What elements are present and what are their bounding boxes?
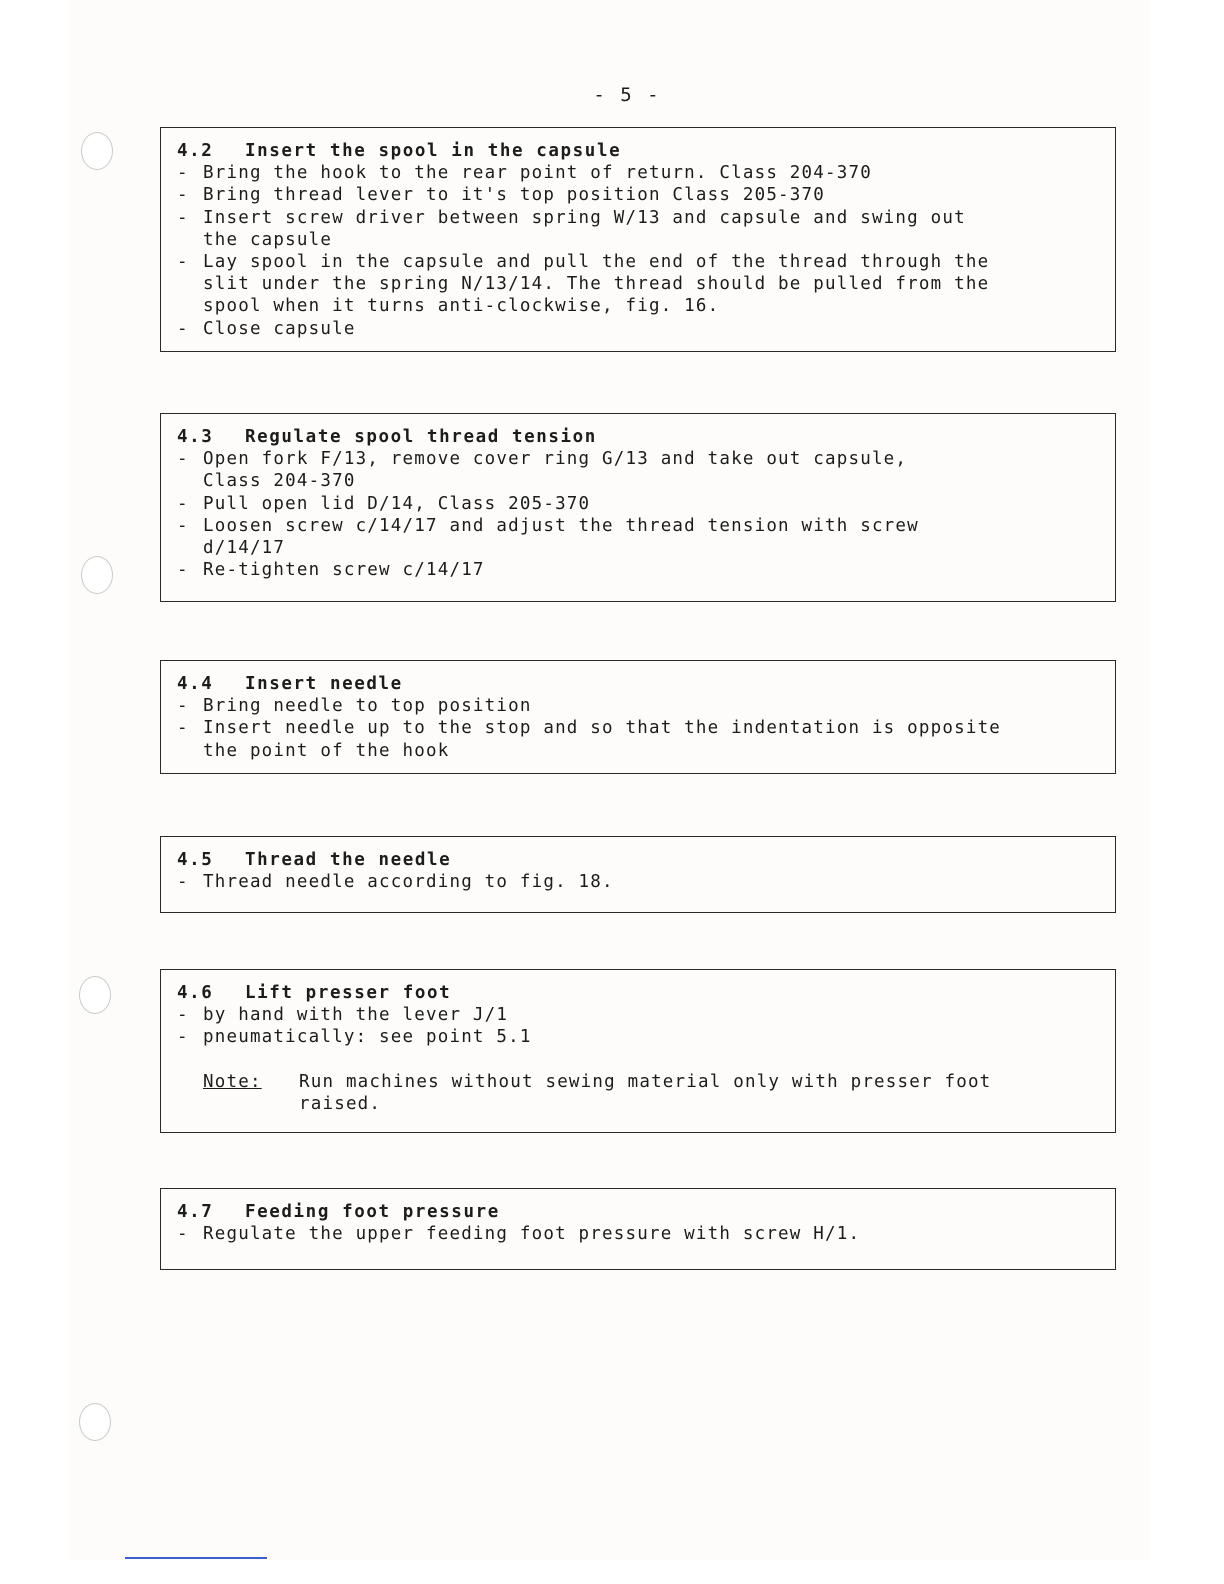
section-4-3: [160, 413, 1116, 602]
section-4-5: [160, 836, 1116, 913]
section-heading: [177, 982, 1115, 1004]
section-title: Thread the needle: [245, 850, 452, 870]
list-item: - pneumatically: see point 5.1: [177, 1027, 532, 1048]
section-4-2: [160, 127, 1116, 352]
section-4-4: [160, 660, 1116, 774]
note-label: Note:: [203, 1071, 262, 1092]
section-4-6: [160, 969, 1116, 1133]
footer-rule: [125, 1557, 267, 1559]
section-title: Lift presser foot: [245, 983, 452, 1003]
section-heading: [177, 1201, 1115, 1223]
list-item: - Close capsule: [177, 318, 356, 339]
section-4-7: [160, 1188, 1116, 1270]
list-item: - Thread needle according to fig. 18.: [177, 872, 614, 893]
list-item: - Open fork F/13, remove cover ring G/13 and take out capsule, Class 204-370: [177, 449, 908, 492]
list-item: - Insert needle up to the stop and so that the indentation is opposite the point of the hook: [177, 718, 1002, 761]
section-number: 4.4: [177, 674, 214, 694]
section-number: 4.2: [177, 141, 214, 161]
section-heading: [177, 140, 1115, 162]
list-item: - Pull open lid D/14, Class 205-370: [177, 493, 591, 514]
list-item: - by hand with the lever J/1: [177, 1005, 509, 1026]
punch-hole: [79, 1403, 111, 1441]
section-heading: [177, 849, 1115, 871]
section-title: Regulate spool thread tension: [245, 427, 597, 447]
list-item: - Re-tighten screw c/14/17: [177, 560, 485, 581]
list-item: - Bring the hook to the rear point of return. Class 204-370: [177, 163, 872, 184]
section-number: 4.7: [177, 1202, 214, 1222]
section-title: Insert needle: [245, 674, 403, 694]
list-item: - Lay spool in the capsule and pull the end of the thread through the slit under the spring N/13/14. The thread should be pulled from the spool when it turns anti-clockwise, fig. 16.: [177, 252, 990, 317]
section-number: 4.3: [177, 427, 214, 447]
section-number: 4.6: [177, 983, 214, 1003]
page-number: - 5 -: [593, 84, 661, 106]
note-text: Run machines without sewing material only with presser foot raised.: [299, 1071, 992, 1114]
list-item: - Bring needle to top position: [177, 696, 532, 717]
punch-hole: [79, 976, 111, 1014]
list-item: - Loosen screw c/14/17 and adjust the thread tension with screw d/14/17: [177, 515, 919, 559]
section-title: Insert the spool in the capsule: [245, 141, 622, 161]
note: [177, 1071, 1115, 1115]
section-number: 4.5: [177, 850, 214, 870]
punch-hole: [81, 132, 113, 170]
section-title: Feeding foot pressure: [245, 1202, 500, 1222]
section-heading: [177, 426, 1115, 448]
section-heading: [177, 673, 1115, 695]
list-item: - Insert screw driver between spring W/13 and capsule and swing out the capsule: [177, 207, 966, 250]
list-item: - Regulate the upper feeding foot pressure with screw H/1.: [177, 1224, 861, 1245]
punch-hole: [81, 556, 113, 594]
list-item: - Bring thread lever to it's top position Class 205-370: [177, 185, 826, 206]
